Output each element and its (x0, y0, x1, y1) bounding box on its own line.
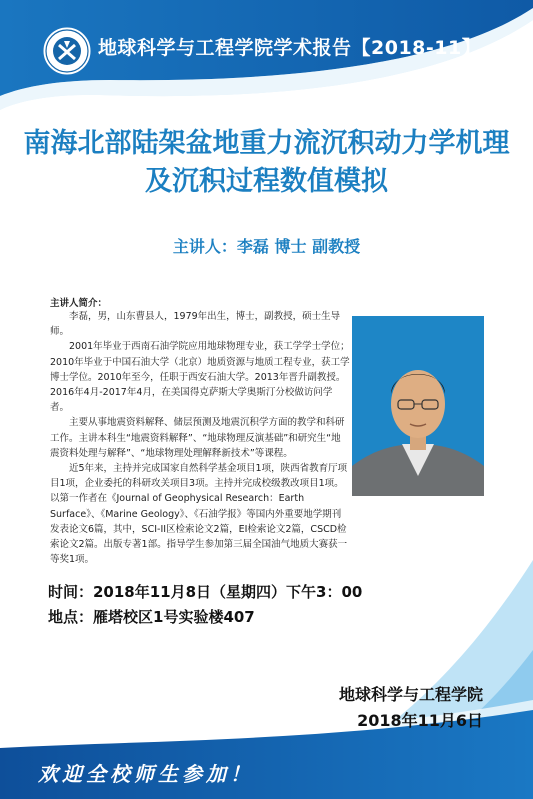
bio-paragraph: 近5年来，主持并完成国家自然科学基金项目1项，陕西省教育厅项目1项，企业委托的科研攻关项目3项。主持并完成校级教改项目1项。以第一作者在《Journal of Geophysical Research：Earth Surface》、《Marine Geology》、《石油学报》等国内外重要地学期刊发表论文6篇，其中，SCI-II区检索论文2篇，EI检索论文2篇，CSCD检索论文2篇。出版专著1部。指导学生参加第三届全国油气地质大赛获一等奖1项。 (50, 463, 348, 566)
notice-date: 2018年11月6日 (357, 711, 483, 730)
bio-paragraph: 李磊，男，山东曹县人，1979年出生，博士，副教授，硕士生导师。 (50, 311, 341, 338)
lecture-title (0, 125, 533, 201)
bio-paragraph: 2001年毕业于西南石油学院应用地球物理专业，获工学学士学位；2010年毕业于中国石油大学（北京）地质资源与地质工程专业，获工学博士学位。2010年至今，任职于西安石油大学。2013年晋升副教授。2016年4月-2017年4月，在美国得克萨斯大学奥斯汀分校做访问学者。 (50, 341, 350, 414)
location-line: 地点：雁塔校区1号实验楼407 (48, 608, 255, 626)
header-title: 地球科学与工程学院学术报告【2018-11】 (98, 37, 482, 59)
speaker-photo (352, 316, 484, 496)
bio-paragraph: 主要从事地震资料解释、储层预测及地震沉积学方面的教学和科研工作。主讲本科生“地震资料解释”、“地球物理反演基础”和研究生“地震资料处理与解释”、“地球物理处理解释新技术”等课程。 (50, 417, 345, 459)
organizer: 地球科学与工程学院 (338, 685, 483, 704)
speaker-line: 主讲人：李磊 博士 副教授 (172, 237, 361, 256)
lecture-title-line2: 及沉积过程数值模拟 (145, 166, 388, 197)
time-line: 时间：2018年11月8日（星期四）下午3：00 (48, 583, 363, 601)
speaker-bio (50, 309, 350, 567)
lecture-title-line1: 南海北部陆架盆地重力流沉积动力学机理 (23, 128, 510, 159)
university-logo (42, 26, 92, 76)
welcome-banner: 欢迎全校师生参加！ (38, 762, 254, 786)
intro-heading: 主讲人简介： (50, 298, 108, 309)
